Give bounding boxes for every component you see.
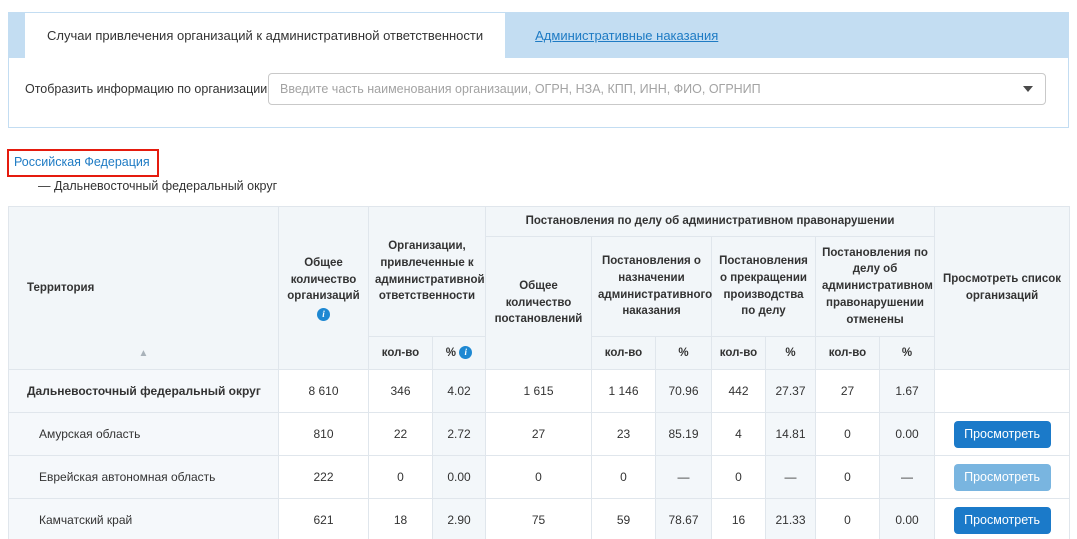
cell-total-orgs: 810 <box>279 413 369 456</box>
cell-total-orgs: 8 610 <box>279 370 369 413</box>
tab-admin-responsibility-cases[interactable] <box>25 13 505 58</box>
filter-row <box>9 58 1068 127</box>
cell-attracted-count: 22 <box>369 413 433 456</box>
view-organizations-button-disabled: Просмотреть <box>954 464 1051 491</box>
cell-termination-count: 0 <box>712 456 766 499</box>
cell-attracted-count: 0 <box>369 456 433 499</box>
cell-assignment-count: 59 <box>592 499 656 539</box>
cell-termination-percent: 21.33 <box>766 499 816 539</box>
cell-attracted-percent: 0.00 <box>433 456 486 499</box>
cell-cancelled-percent: 1.67 <box>880 370 935 413</box>
column-header-total-resolutions: Общее количество постановлений <box>486 237 592 370</box>
cell-cancelled-percent: — <box>880 456 935 499</box>
sort-asc-icon[interactable]: ▲ <box>138 347 149 359</box>
cell-attracted-count: 18 <box>369 499 433 539</box>
territory-statistics-table <box>8 206 1070 539</box>
tab-bar <box>9 13 1068 58</box>
subheader-attracted-count: кол-во <box>369 337 433 370</box>
cell-total-resolutions: 0 <box>486 456 592 499</box>
territory-name: Амурская область <box>9 413 279 456</box>
view-organizations-button[interactable]: Просмотреть <box>954 421 1051 448</box>
subheader-attracted-percent: % i <box>433 337 486 370</box>
cell-assignment-percent: 85.19 <box>656 413 712 456</box>
column-header-view-list: Просмотреть список организаций <box>935 207 1070 370</box>
tab-admin-punishments[interactable] <box>535 13 718 58</box>
cell-assignment-percent: 78.67 <box>656 499 712 539</box>
table-row-far-eastern-district <box>9 370 1070 413</box>
cell-assignment-count: 23 <box>592 413 656 456</box>
cell-cancelled-count: 27 <box>816 370 880 413</box>
info-icon[interactable]: i <box>459 346 472 359</box>
table-row-jewish-autonomous-region <box>9 456 1070 499</box>
subheader-assignment-percent: % <box>656 337 712 370</box>
cell-attracted-percent: 4.02 <box>433 370 486 413</box>
cell-termination-count: 4 <box>712 413 766 456</box>
cell-termination-percent: 14.81 <box>766 413 816 456</box>
column-header-resolutions-group: Постановления по делу об административном правонарушении <box>486 207 935 237</box>
table-row-amur-region <box>9 413 1070 456</box>
cell-termination-percent: 27.37 <box>766 370 816 413</box>
column-header-cancelled-group: Постановления по делу об административном правонарушении отменены <box>816 237 935 337</box>
cell-cancelled-percent: 0.00 <box>880 499 935 539</box>
cell-attracted-percent: 2.90 <box>433 499 486 539</box>
cell-assignment-percent: — <box>656 456 712 499</box>
cell-assignment-count: 0 <box>592 456 656 499</box>
cell-attracted-percent: 2.72 <box>433 413 486 456</box>
info-icon[interactable]: i <box>317 308 330 321</box>
cell-total-resolutions: 27 <box>486 413 592 456</box>
view-organizations-button[interactable]: Просмотреть <box>954 507 1051 534</box>
cell-assignment-count: 1 146 <box>592 370 656 413</box>
dropdown-arrow-icon[interactable] <box>1023 86 1033 92</box>
cell-cancelled-count: 0 <box>816 413 880 456</box>
cell-assignment-percent: 70.96 <box>656 370 712 413</box>
territory-name: Дальневосточный федеральный округ <box>9 370 279 413</box>
cell-total-resolutions: 75 <box>486 499 592 539</box>
subheader-termination-percent: % <box>766 337 816 370</box>
organization-search-combobox <box>268 73 1046 105</box>
filter-label: Отобразить информацию по организации <box>25 82 268 96</box>
column-header-termination-group: Постановления о прекращении производства по делу <box>712 237 816 337</box>
annotation-highlight-box <box>7 149 159 177</box>
cell-cancelled-count: 0 <box>816 456 880 499</box>
subheader-termination-count: кол-во <box>712 337 766 370</box>
column-header-territory[interactable]: Территория ▲ <box>9 207 279 370</box>
tab-active-label: Случаи привлечения организаций к административной ответственности <box>47 28 484 43</box>
cell-total-resolutions: 1 615 <box>486 370 592 413</box>
cell-total-orgs: 621 <box>279 499 369 539</box>
column-header-attracted-group: Организации, привлеченные к административной ответственности <box>369 207 486 337</box>
filter-panel <box>8 12 1069 128</box>
cell-termination-count: 442 <box>712 370 766 413</box>
column-header-assignment-group: Постановления о назначении административного наказания <box>592 237 712 337</box>
breadcrumb-russia-link[interactable]: Российская Федерация <box>14 155 150 169</box>
cell-cancelled-percent: 0.00 <box>880 413 935 456</box>
breadcrumb <box>8 149 1069 193</box>
territory-name: Еврейская автономная область <box>9 456 279 499</box>
organization-search-input[interactable] <box>268 73 1046 105</box>
subheader-cancelled-count: кол-во <box>816 337 880 370</box>
cell-termination-count: 16 <box>712 499 766 539</box>
table-row-kamchatka-krai <box>9 499 1070 539</box>
cell-view-button-empty <box>935 370 1070 413</box>
tab-link-label[interactable]: Административные наказания <box>535 28 719 43</box>
subheader-cancelled-percent: % <box>880 337 935 370</box>
territory-name: Камчатский край <box>9 499 279 539</box>
cell-attracted-count: 346 <box>369 370 433 413</box>
cell-total-orgs: 222 <box>279 456 369 499</box>
cell-cancelled-count: 0 <box>816 499 880 539</box>
breadcrumb-current-district: — Дальневосточный федеральный округ <box>38 179 278 193</box>
cell-termination-percent: — <box>766 456 816 499</box>
column-header-total-orgs: Общее количество организаций i <box>279 207 369 370</box>
subheader-assignment-count: кол-во <box>592 337 656 370</box>
